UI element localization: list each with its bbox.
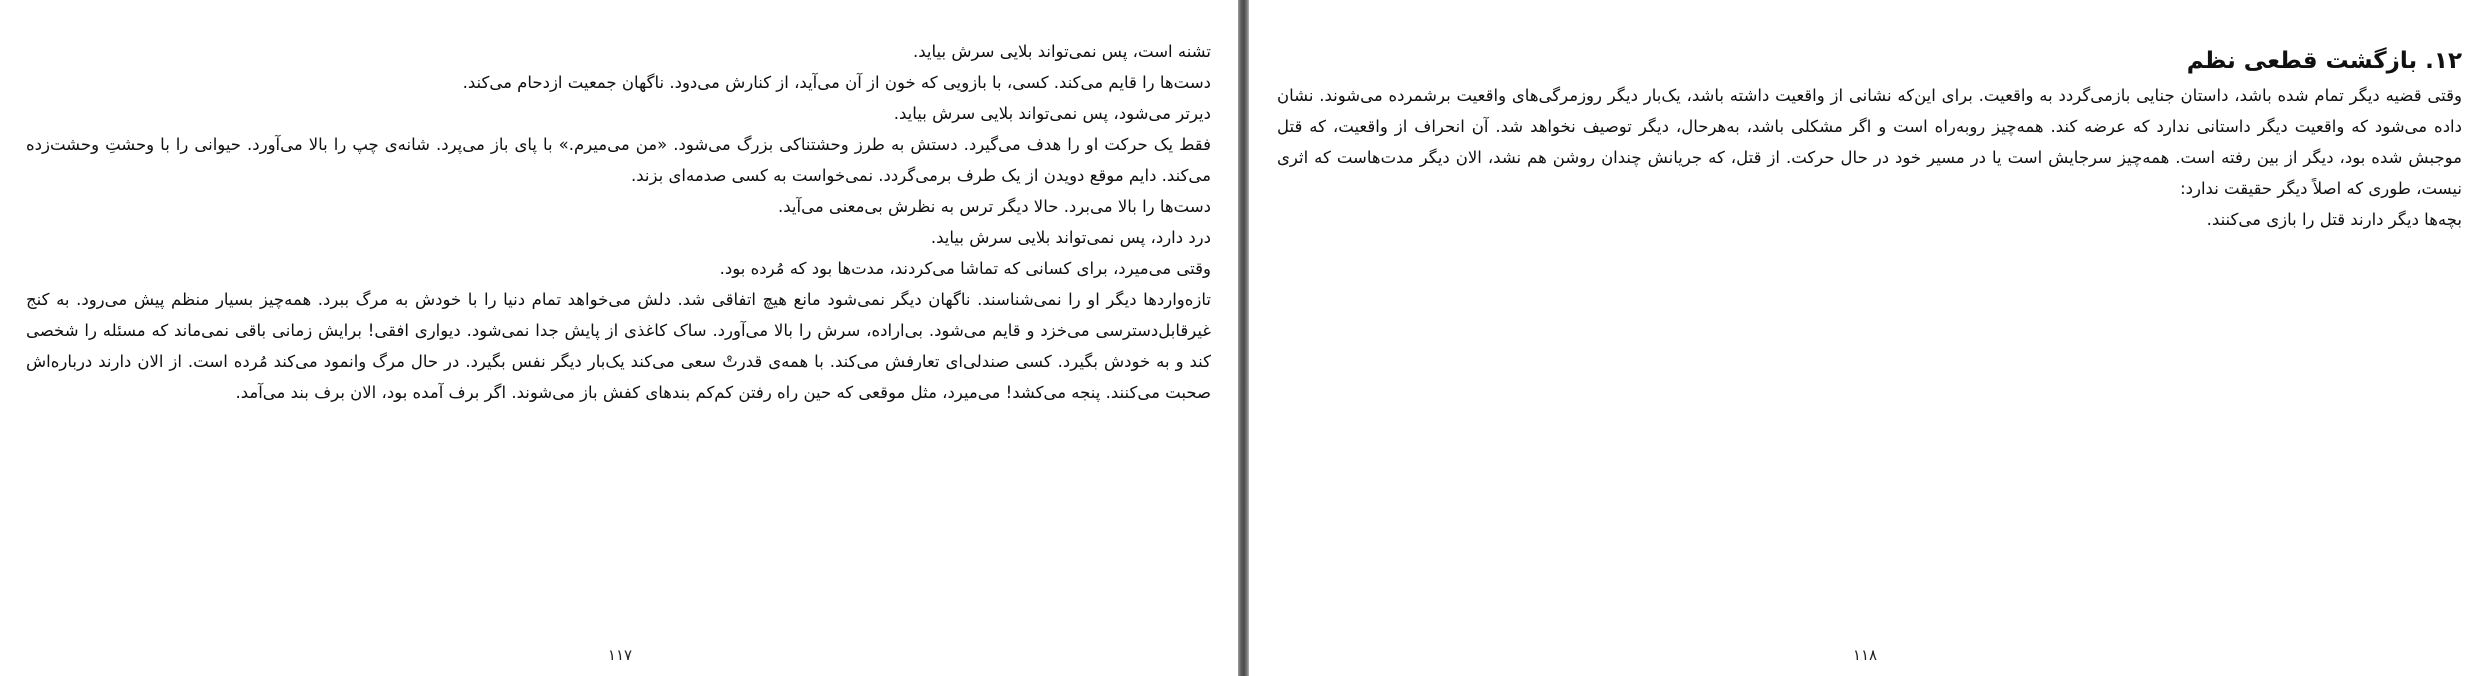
right-page-body — [1277, 80, 2462, 235]
page-number-left: ۱۱۷ — [607, 646, 633, 664]
page-number-right: ۱۱۸ — [1852, 646, 1878, 664]
paragraph: دیرتر می‌شود، پس نمی‌تواند بلایی سرش بیاید. — [893, 104, 1211, 123]
paragraph: تشنه است، پس نمی‌تواند بلایی سرش بیاید. — [913, 42, 1211, 61]
paragraph: فقط یک حرکت او را هدف می‌گیرد. دستش به طرز وحشتناکی بزرگ می‌شود. «من می‌میرم.» با پای باز می‌پرد. شانه‌ی چپ را بالا می‌آورد. حیوانی را با وحشتِ وحشت‌زده می‌کند. دایم موقع دویدن از یک طرف برمی‌گردد. نمی‌خواست به کسی صدمه‌ای بزند. — [26, 135, 1211, 185]
paragraph: دست‌ها را بالا می‌برد. حالا دیگر ترس به نظرش بی‌معنی می‌آید. — [777, 197, 1211, 216]
paragraph: بچه‌ها دیگر دارند قتل را بازی می‌کنند. — [2206, 210, 2462, 229]
book-gutter-divider — [1238, 0, 1249, 676]
paragraph: درد دارد، پس نمی‌تواند بلایی سرش بیاید. — [930, 228, 1211, 247]
right-page — [1249, 0, 2487, 676]
paragraph: تازه‌واردها دیگر او را نمی‌شناسند. ناگهان دیگر نمی‌شود مانع هیچ اتفاقی شد. دلش می‌خواهد تمام دنیا را با خودش به مرگ ببرد. همه‌چیز بسیار منظم پیش می‌رود. به کنج غیرقابل‌دسترسی می‌خزد و قایم می‌شود. بی‌اراده، سرش را بالا می‌آورد. ساک کاغذی از پایش جدا نمی‌شود. دیواری افقی! برایش زمانی باقی نمی‌ماند که مسئله را شخصی کند و به خودش بگیرد. کسی صندلی‌ای تعارفش می‌کند. با همه‌ی قدرتْ سعی می‌کند یک‌بار دیگر نفس بگیرد. در حال مرگ وانمود می‌کند مُرده است. از الان دارند درباره‌اش صحبت می‌کنند. پنجه می‌کشد! می‌میرد، مثل موقعی که حین راه رفتن کم‌کم بندهای کفش باز می‌شوند. اگر برف آمده بود، الان برف بند می‌آمد. — [26, 290, 1211, 402]
paragraph: دست‌ها را قایم می‌کند. کسی، با بازویی که خون از آن می‌آید، از کنارش می‌دود. ناگهان جمعیت ازدحام می‌کند. — [462, 73, 1211, 92]
paragraph: وقتی قضیه دیگر تمام شده باشد، داستان جنایی بازمی‌گردد به واقعیت. برای این‌که نشانی از واقعیت داشته باشد، یک‌بار دیگر روزمرگی‌های واقعیت برشمرده می‌شوند. نشان داده می‌شود که واقعیت دیگر داستانی ندارد که عرضه کند. همه‌چیز روبه‌راه است و اگر مشکلی باشد، به‌هرحال، دیگر توصیف نخواهد شد. آن انحراف از واقعیت، که قتل موجبش شده بود، دیگر از بین رفته است. همه‌چیز سرجایش است یا در مسیر خود در حال حرکت. از قتل، که جریانش چندان روشن هم نشد، الان دیگر مدت‌هاست که اثری نیست، طوری که اصلاً دیگر حقیقت ندارد: — [1277, 86, 2462, 198]
left-page — [0, 0, 1238, 676]
paragraph: وقتی می‌میرد، برای کسانی که تماشا می‌کردند، مدت‌ها بود که مُرده بود. — [719, 259, 1211, 278]
left-page-body — [26, 36, 1211, 408]
chapter-heading: ۱۲. بازگشت قطعی نظم — [2186, 48, 2462, 74]
